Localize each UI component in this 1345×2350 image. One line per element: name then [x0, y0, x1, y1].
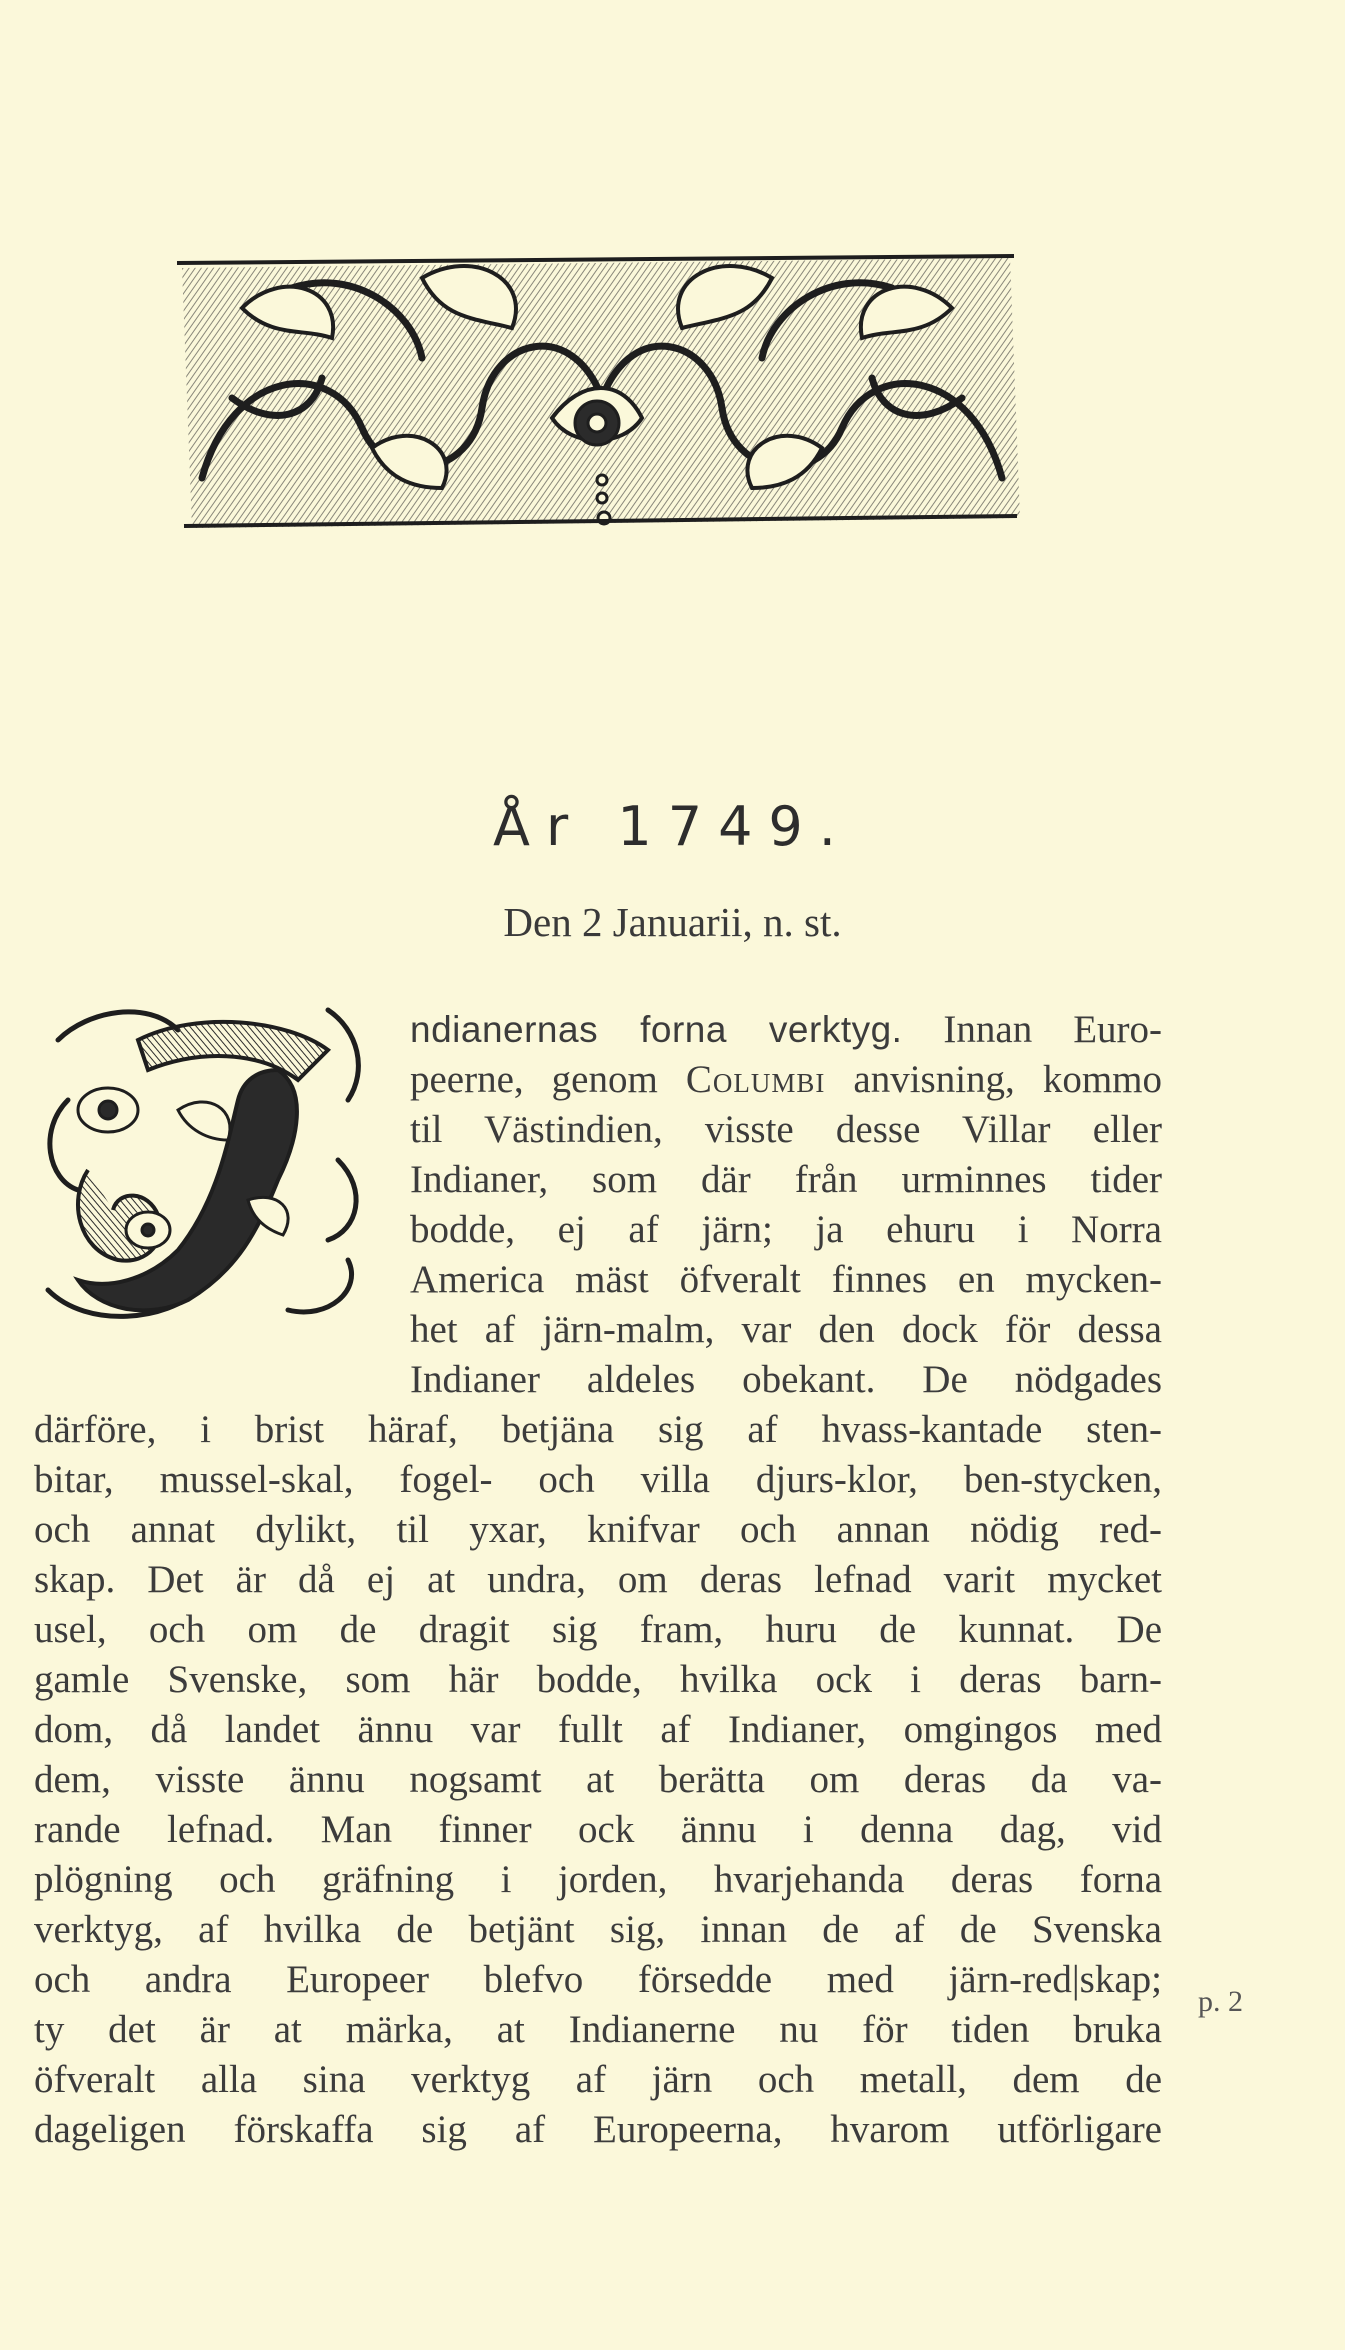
text-line-17: rande lefnad. Man finner ock ännu i denna dag, vid [34, 1808, 1162, 1851]
text-line-7: het af järn-malm, var den dock för dessa [410, 1308, 1162, 1351]
text-line-3: til Västindien, visste desse Villar eller [410, 1108, 1162, 1151]
text-line-16: dem, visste ännu nogsamt at berätta om deras da va- [34, 1758, 1162, 1801]
page-reference-note: p. 2 [1198, 1985, 1243, 2018]
line-1-rest: Innan Euro- [943, 1008, 1162, 1051]
line-2-a: peerne, genom [410, 1058, 658, 1101]
text-line-4: Indianer, som där från urminnes tider [410, 1158, 1162, 1201]
text-line-20: och andra Europeer blefvo försedde med järn-red|skap; [34, 1958, 1162, 2001]
line-2-b: anvisning, kommo [853, 1058, 1162, 1101]
text-line-18: plögning och gräfning i jorden, hvarjehanda deras forna [34, 1858, 1162, 1901]
text-line-12: skap. Det är då ej at undra, om deras lefnad varit mycket [34, 1558, 1162, 1601]
year-heading: År 1749. [493, 795, 852, 858]
text-line-1 [410, 1005, 1162, 1055]
lead-phrase: ndianernas forna verktyg. [410, 1009, 903, 1050]
floral-headpiece-ornament [172, 248, 1020, 533]
text-line-13: usel, och om de dragit sig fram, huru de kunnat. De [34, 1608, 1162, 1651]
entry-date: Den 2 Januarii, n. st. [503, 899, 842, 945]
ornamental-initial-I [28, 990, 384, 1340]
text-line-9: därföre, i brist häraf, betjäna sig af hvass-kantade sten- [34, 1408, 1162, 1451]
text-line-5: bodde, ej af järn; ja ehuru i Norra [410, 1208, 1162, 1251]
text-line-2 [410, 1055, 1162, 1105]
text-line-11: och annat dylikt, til yxar, knifvar och annan nödig red- [34, 1508, 1162, 1551]
columbi-small-caps: Columbi [685, 1058, 826, 1101]
text-line-6: America mäst öfveralt finnes en mycken- [410, 1258, 1162, 1301]
text-line-19: verktyg, af hvilka de betjänt sig, innan de af de Svenska [34, 1908, 1162, 1951]
text-line-21: ty det är at märka, at Indianerne nu för tiden bruka [34, 2008, 1162, 2051]
text-line-14: gamle Svenske, som här bodde, hvilka ock i deras barn- [34, 1658, 1162, 1701]
text-line-23: dageligen förskaffa sig af Europeerna, hvarom utförligare [34, 2108, 1162, 2151]
text-line-10: bitar, mussel-skal, fogel- och villa djurs-klor, ben-stycken, [34, 1458, 1162, 1501]
text-line-15: dom, då landet ännu var fullt af Indianer, omgingos med [34, 1708, 1162, 1751]
text-line-8: Indianer aldeles obekant. De nödgades [410, 1358, 1162, 1401]
text-line-22: öfveralt alla sina verktyg af järn och metall, dem de [34, 2058, 1162, 2101]
